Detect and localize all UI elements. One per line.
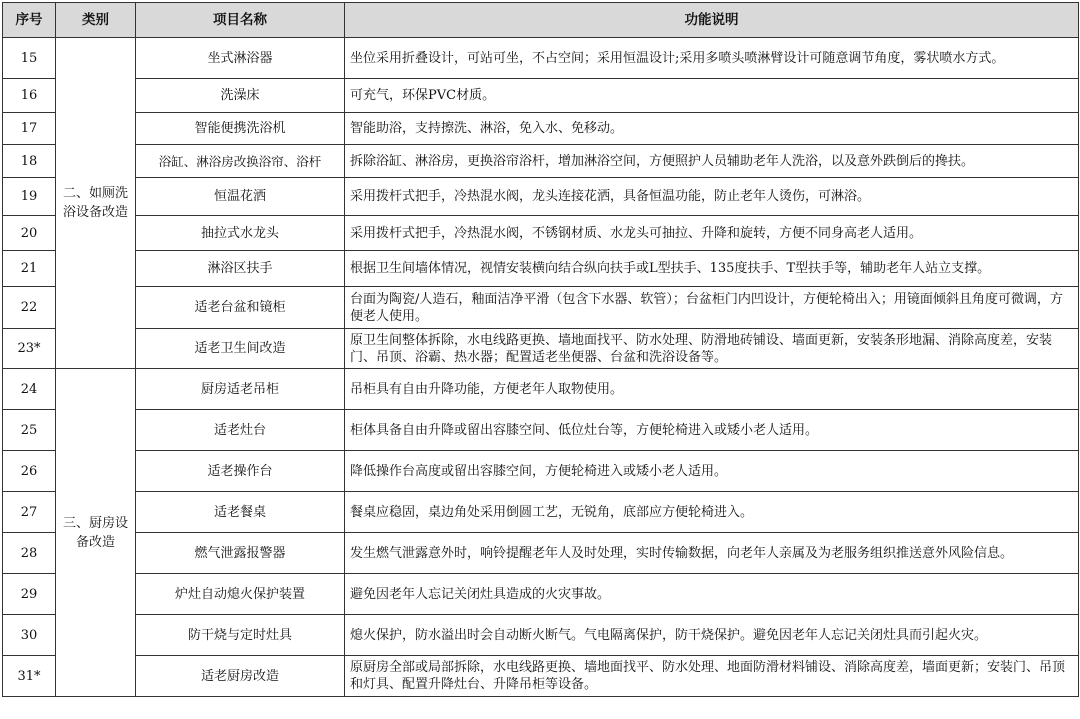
table-row <box>3 656 1079 697</box>
category-kitchen: 三、厨房设备改造 <box>56 369 136 697</box>
table-row <box>3 287 1079 329</box>
row-desc: 吊柜具有自由升降功能，方便老年人取物使用。 <box>345 369 1079 410</box>
row-num: 22 <box>3 287 56 329</box>
row-desc: 餐桌应稳固，桌边角处采用倒圆工艺，无锐角，底部应方便轮椅进入。 <box>345 492 1079 533</box>
row-desc: 柜体具备自由升降或留出容膝空间、低位灶台等，方便轮椅进入或矮小老人适用。 <box>345 410 1079 451</box>
row-num: 18 <box>3 145 56 178</box>
table-row <box>3 492 1079 533</box>
table-row <box>3 113 1079 145</box>
row-name: 适老台盆和镜柜 <box>136 287 345 329</box>
row-name: 抽拉式水龙头 <box>136 216 345 251</box>
table-row <box>3 615 1079 656</box>
row-num: 26 <box>3 451 56 492</box>
row-desc: 熄火保护，防水溢出时会自动断火断气。气电隔离保护，防干烧保护。避免因老年人忘记关闭灶具而引起火灾。 <box>345 615 1079 656</box>
row-num: 21 <box>3 251 56 287</box>
row-desc: 智能助浴，支持擦洗、淋浴，免入水、免移动。 <box>345 113 1079 145</box>
row-desc: 采用拨杆式把手，冷热混水阀，不锈钢材质、水龙头可抽拉、升降和旋转，方便不同身高老人适用。 <box>345 216 1079 251</box>
row-desc: 降低操作台高度或留出容膝空间，方便轮椅进入或矮小老人适用。 <box>345 451 1079 492</box>
table-row <box>3 451 1079 492</box>
row-desc: 原厨房全部或局部拆除，水电线路更换、墙地面找平、防水处理、地面防滑材料铺设、消除高度差，墙面更新；安装门、吊顶和灯具、配置升降灶台、升降吊柜等设备。 <box>345 656 1079 697</box>
row-name: 淋浴区扶手 <box>136 251 345 287</box>
row-desc: 拆除浴缸、淋浴房，更换浴帘浴杆，增加淋浴空间，方便照护人员辅助老年人洗浴，以及意外跌倒后的搀扶。 <box>345 145 1079 178</box>
table-row <box>3 410 1079 451</box>
row-num: 29 <box>3 574 56 615</box>
row-num: 31* <box>3 656 56 697</box>
row-name: 适老餐桌 <box>136 492 345 533</box>
row-name: 燃气泄露报警器 <box>136 533 345 574</box>
row-name: 洗澡床 <box>136 79 345 113</box>
row-num: 17 <box>3 113 56 145</box>
row-desc: 坐位采用折叠设计，可站可坐，不占空间；采用恒温设计;采用多喷头喷淋臂设计可随意调节角度，雾状喷水方式。 <box>345 38 1079 79</box>
row-name: 适老厨房改造 <box>136 656 345 697</box>
row-desc: 台面为陶瓷/人造石，釉面洁净平滑（包含下水器、软管）；台盆柜门内凹设计，方便轮椅出入；用镜面倾斜且角度可微调，方便老人使用。 <box>345 287 1079 329</box>
row-desc: 发生燃气泄露意外时，响铃提醒老年人及时处理，实时传输数据，向老年人亲属及为老服务组织推送意外风险信息。 <box>345 533 1079 574</box>
row-name: 炉灶自动熄火保护装置 <box>136 574 345 615</box>
table-row <box>3 145 1079 178</box>
row-name: 智能便携洗浴机 <box>136 113 345 145</box>
header-desc: 功能说明 <box>345 3 1079 38</box>
header-category: 类别 <box>56 3 136 38</box>
row-num: 20 <box>3 216 56 251</box>
row-num: 16 <box>3 79 56 113</box>
row-desc: 避免因老年人忘记关闭灶具造成的火灾事故。 <box>345 574 1079 615</box>
row-name: 防干烧与定时灶具 <box>136 615 345 656</box>
header-name: 项目名称 <box>136 3 345 38</box>
table-header-row <box>3 3 1079 38</box>
category-bath: 二、如厕洗浴设备改造 <box>56 38 136 369</box>
table-row <box>3 79 1079 113</box>
row-name: 适老灶台 <box>136 410 345 451</box>
row-desc: 采用拨杆式把手，冷热混水阀，龙头连接花洒，具备恒温功能，防止老年人烫伤，可淋浴。 <box>345 178 1079 216</box>
row-name: 适老卫生间改造 <box>136 329 345 369</box>
table-row <box>3 178 1079 216</box>
table-row <box>3 38 1079 79</box>
table-row <box>3 251 1079 287</box>
row-num: 25 <box>3 410 56 451</box>
row-name: 恒温花洒 <box>136 178 345 216</box>
row-name: 厨房适老吊柜 <box>136 369 345 410</box>
table-row <box>3 329 1079 369</box>
facility-table <box>2 2 1079 697</box>
row-num: 27 <box>3 492 56 533</box>
table-row <box>3 533 1079 574</box>
row-name: 坐式淋浴器 <box>136 38 345 79</box>
row-num: 19 <box>3 178 56 216</box>
row-num: 30 <box>3 615 56 656</box>
row-desc: 根据卫生间墙体情况，视情安装横向结合纵向扶手或L型扶手、135度扶手、T型扶手等，辅助老年人站立支撑。 <box>345 251 1079 287</box>
row-num: 24 <box>3 369 56 410</box>
row-desc: 原卫生间整体拆除，水电线路更换、墙地面找平、防水处理、防滑地砖铺设、墙面更新，安装条形地漏、消除高度差，安装门、吊顶、浴霸、热水器；配置适老坐便器、台盆和洗浴设备等。 <box>345 329 1079 369</box>
table-row <box>3 574 1079 615</box>
table-row <box>3 369 1079 410</box>
table-row <box>3 216 1079 251</box>
row-num: 23* <box>3 329 56 369</box>
row-name: 浴缸、淋浴房改换浴帘、浴杆 <box>136 145 345 178</box>
row-desc: 可充气，环保PVC材质。 <box>345 79 1079 113</box>
header-num: 序号 <box>3 3 56 38</box>
row-num: 28 <box>3 533 56 574</box>
row-name: 适老操作台 <box>136 451 345 492</box>
row-num: 15 <box>3 38 56 79</box>
